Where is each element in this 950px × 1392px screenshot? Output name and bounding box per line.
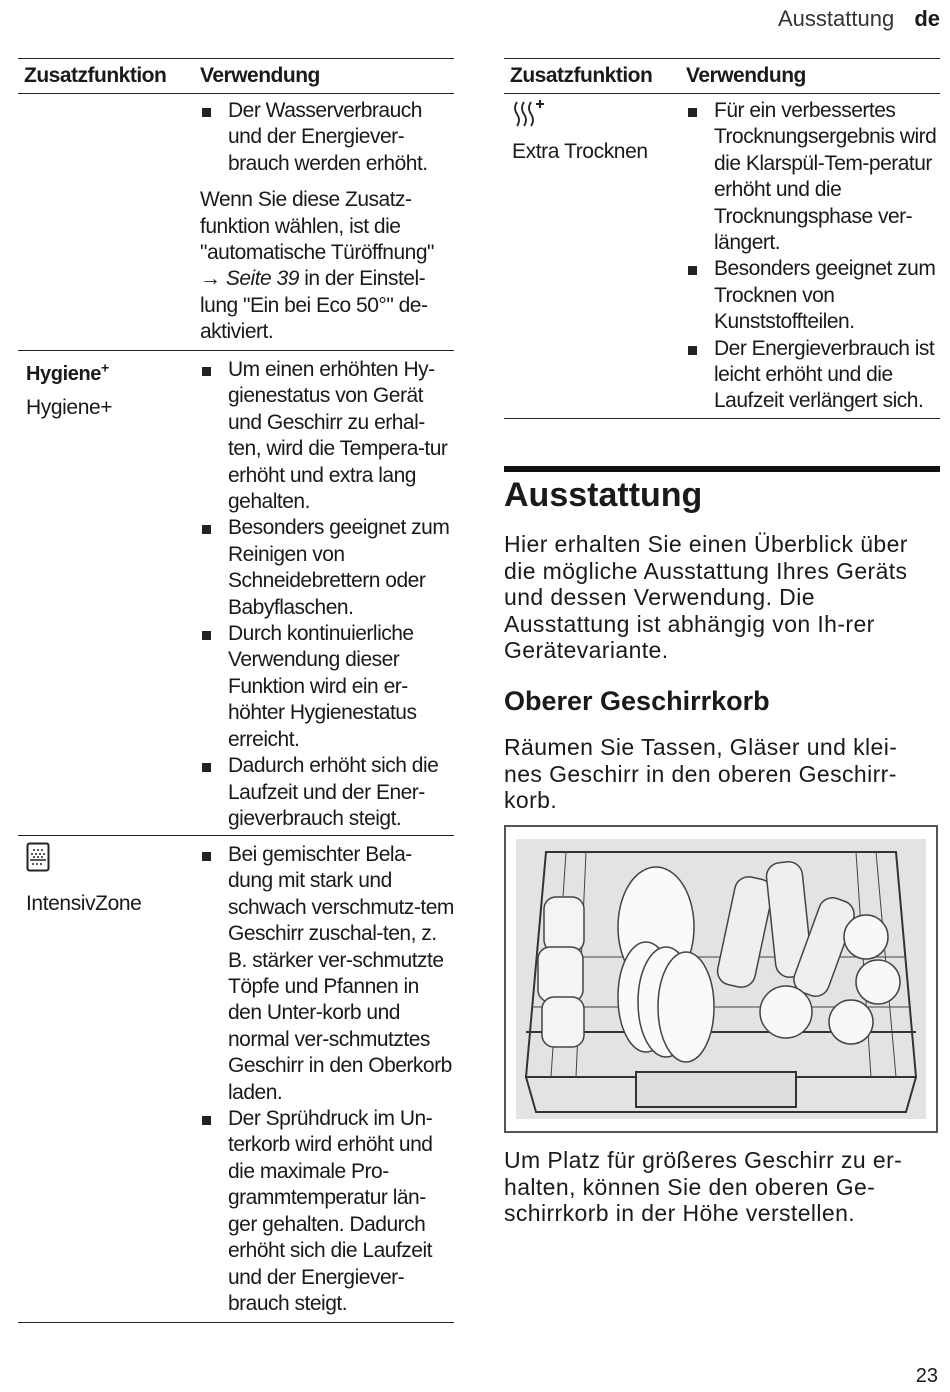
section-divider bbox=[504, 466, 940, 472]
page-reference-link[interactable]: Seite 39 bbox=[225, 267, 299, 291]
function-symbol-text: Hygiene bbox=[26, 362, 102, 385]
list-item: Der Wasserverbrauch und der Energiever-brauch werden erhöht. bbox=[200, 98, 454, 177]
note-text-end: in der Einstel-lung "Ein bei Eco 50°" de-aktiviert. bbox=[200, 267, 428, 344]
function-name: Hygiene+ bbox=[26, 395, 113, 419]
list-item: Bei gemischter Bela-dung mit stark und schwach verschmutz-tem Geschirr zuschal-ten, z. B. stärker ver-schmutzte Töpfe und Pfannen in den Unter-korb und normal ver-schmutztes Geschirr in den Oberkorb laden. bbox=[200, 842, 454, 1106]
column-header-usage: Verwendung bbox=[686, 64, 806, 87]
column-header-function: Zusatzfunktion bbox=[24, 64, 167, 87]
note-paragraph bbox=[200, 187, 454, 345]
function-symbol bbox=[26, 359, 109, 385]
left-feature-table bbox=[18, 58, 454, 1323]
usage-cell bbox=[200, 357, 454, 832]
table-header bbox=[18, 58, 454, 94]
running-header-section: Ausstattung bbox=[778, 6, 895, 31]
table-row bbox=[18, 351, 454, 836]
function-cell bbox=[512, 98, 648, 164]
table-row bbox=[18, 94, 454, 351]
table-row bbox=[504, 94, 940, 419]
list-item: Der Energieverbrauch ist leicht erhöht und die Laufzeit verlängert sich. bbox=[686, 336, 940, 415]
function-name: Extra Trocknen bbox=[512, 140, 648, 163]
list-item: Für ein verbessertes Trocknungsergebnis wird die Klarspül-Tem-peratur erhöht und die Trocknungsphase ver-längert. bbox=[686, 98, 940, 256]
column-header-function: Zusatzfunktion bbox=[510, 64, 653, 87]
function-symbol-plus: + bbox=[101, 359, 109, 375]
right-feature-table bbox=[504, 58, 940, 419]
usage-cell bbox=[686, 98, 940, 415]
list-item: Besonders geeignet zum Trocknen von Kunststoffteilen. bbox=[686, 256, 940, 335]
subsection-text: Räumen Sie Tassen, Gläser und klei-nes Geschirr in den oberen Geschirr-korb. bbox=[504, 734, 898, 814]
table-row bbox=[18, 836, 454, 1323]
function-cell bbox=[26, 842, 141, 916]
language-code: de bbox=[914, 6, 940, 31]
function-cell bbox=[26, 359, 112, 420]
usage-cell bbox=[200, 842, 454, 1317]
upper-dish-rack-illustration bbox=[504, 825, 938, 1133]
function-name: IntensivZone bbox=[26, 892, 142, 915]
note-text: Wenn Sie diese Zusatz-funktion wählen, ist die "automatische Türöffnung" → bbox=[200, 188, 434, 291]
list-item: Um einen erhöhten Hy-gienestatus von Gerät und Geschirr zu erhal-ten, wird die Tempera-tur erhöht und extra lang gehalten. bbox=[200, 357, 454, 515]
section-title: Ausstattung bbox=[504, 476, 703, 514]
list-item: Dadurch erhöht sich die Laufzeit und der Ener-gieverbrauch steigt. bbox=[200, 753, 454, 832]
intensive-zone-icon bbox=[26, 842, 50, 872]
extra-dry-icon bbox=[512, 98, 546, 130]
table-header bbox=[504, 58, 940, 94]
list-item: Der Sprühdruck im Un-terkorb wird erhöht und die maximale Pro-grammtemperatur län-ger gehalten. Dadurch erhöht sich die Laufzeit und der Energiever-brauch steigt. bbox=[200, 1106, 454, 1317]
column-header-usage: Verwendung bbox=[200, 64, 320, 87]
section-intro: Hier erhalten Sie einen Überblick über die mögliche Ausstattung Ihres Geräts und dessen Verwendung. Die Ausstattung ist abhängig von Ih-rer Gerätevariante. bbox=[504, 531, 908, 664]
list-item: Besonders geeignet zum Reinigen von Schneidebrettern oder Babyflaschen. bbox=[200, 515, 454, 621]
page-header bbox=[778, 6, 940, 32]
dish-rack-drawing bbox=[506, 827, 936, 1131]
usage-cell bbox=[200, 98, 454, 346]
list-item: Durch kontinuierliche Verwendung dieser Funktion wird ein er-höhter Hygienestatus erreicht. bbox=[200, 621, 454, 753]
subsection-title: Oberer Geschirrkorb bbox=[504, 686, 770, 716]
page-number: 23 bbox=[915, 1365, 938, 1387]
after-illustration-text: Um Platz für größeres Geschirr zu er-halten, können Sie den oberen Ge-schirrkorb in der Höhe verstellen. bbox=[504, 1147, 903, 1227]
